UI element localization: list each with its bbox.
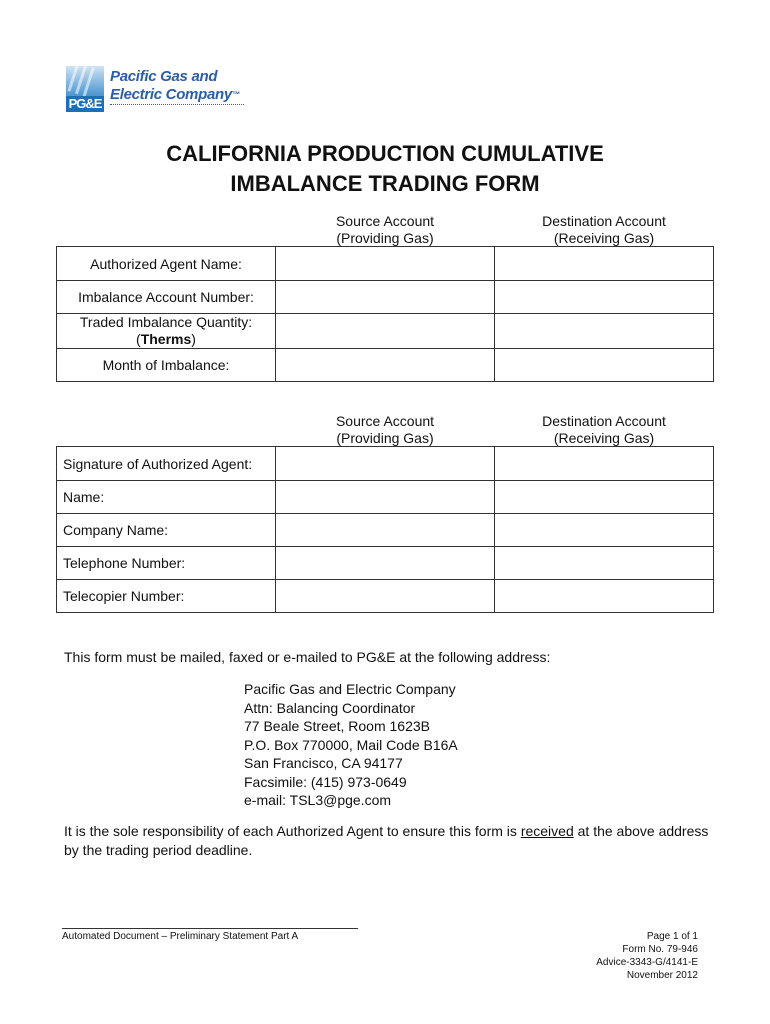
source-signature-field[interactable] <box>276 447 495 481</box>
destination-account-header-2 <box>495 413 713 447</box>
pge-logo-mark-text: PG&E <box>66 96 104 112</box>
destination-quantity-field[interactable] <box>495 314 714 349</box>
responsibility-text-start: It is the sole responsibility of each Authorized Agent to ensure this form is <box>64 823 521 839</box>
telecopier-label: Telecopier Number: <box>57 580 276 613</box>
mailing-address <box>244 680 458 810</box>
table-row <box>57 580 714 613</box>
source-account-header-2 <box>276 413 494 447</box>
form-title-line2: IMBALANCE TRADING FORM <box>230 171 540 196</box>
form-title-line1: CALIFORNIA PRODUCTION CUMULATIVE <box>166 141 604 166</box>
company-name <box>110 68 240 104</box>
responsibility-text-end: at the above address <box>573 823 709 839</box>
account-number-label: Imbalance Account Number: <box>57 281 276 314</box>
destination-agent-name-field[interactable] <box>495 247 714 281</box>
pge-logo <box>66 66 246 116</box>
signature-label: Signature of Authorized Agent: <box>57 447 276 481</box>
destination-account-header-line2: (Receiving Gas) <box>553 230 655 246</box>
table-row <box>57 447 714 481</box>
destination-signature-field[interactable] <box>495 447 714 481</box>
responsibility-note <box>64 822 724 859</box>
source-quantity-field[interactable] <box>276 314 495 349</box>
address-line: 77 Beale Street, Room 1623B <box>244 718 431 734</box>
source-account-number-field[interactable] <box>276 281 495 314</box>
address-line: P.O. Box 770000, Mail Code B16A <box>244 736 458 753</box>
quantity-label-line1: Traded Imbalance Quantity: <box>79 314 253 330</box>
table-row <box>57 349 714 382</box>
footer-divider <box>62 928 358 929</box>
source-agent-name-field[interactable] <box>276 247 495 281</box>
logo-underline <box>110 104 244 105</box>
destination-account-header-2-line1: Destination Account <box>542 413 666 429</box>
address-line: Pacific Gas and Electric Company <box>244 681 456 697</box>
source-month-field[interactable] <box>276 349 495 382</box>
source-account-header-2-line1: Source Account <box>335 413 435 429</box>
name-label: Name: <box>57 481 276 514</box>
form-number: Form No. 79-946 <box>622 944 698 955</box>
address-line: San Francisco, CA 94177 <box>244 755 403 771</box>
address-line: Attn: Balancing Coordinator <box>244 699 416 716</box>
mailing-instruction: This form must be mailed, faxed or e-mailed to PG&E at the following address: <box>64 649 551 665</box>
source-account-header-line1: Source Account <box>335 213 435 229</box>
trademark-symbol: ™ <box>231 90 240 99</box>
source-account-header-2-line2: (Providing Gas) <box>336 430 434 446</box>
destination-telephone-field[interactable] <box>495 547 714 580</box>
source-telecopier-field[interactable] <box>276 580 495 613</box>
quantity-label <box>57 314 276 349</box>
destination-account-number-field[interactable] <box>495 281 714 314</box>
responsibility-text-line2: by the trading period deadline. <box>64 841 253 858</box>
pge-logo-mark <box>66 66 104 112</box>
destination-telecopier-field[interactable] <box>495 580 714 613</box>
company-name-line2: Electric Company <box>110 86 232 103</box>
fax-number: Facsimile: (415) 973-0649 <box>244 773 407 790</box>
source-telephone-field[interactable] <box>276 547 495 580</box>
agent-name-label: Authorized Agent Name: <box>57 247 276 281</box>
destination-name-field[interactable] <box>495 481 714 514</box>
company-name-label: Company Name: <box>57 514 276 547</box>
source-account-header-line2: (Providing Gas) <box>336 230 434 246</box>
responsibility-emphasis: received <box>520 823 574 839</box>
page-number: Page 1 of 1 <box>646 931 698 942</box>
table-row <box>57 247 714 281</box>
table-row <box>57 314 714 349</box>
form-title <box>0 139 770 199</box>
footer-document-type: Automated Document – Preliminary Statement Part A <box>62 931 299 942</box>
company-name-line1: Pacific Gas and <box>110 68 218 85</box>
destination-account-header <box>495 213 713 247</box>
agent-signature-table <box>56 446 714 613</box>
telephone-label: Telephone Number: <box>57 547 276 580</box>
destination-account-header-2-line2: (Receiving Gas) <box>553 430 655 446</box>
source-name-field[interactable] <box>276 481 495 514</box>
email-address: e-mail: TSL3@pge.com <box>244 792 392 808</box>
source-company-field[interactable] <box>276 514 495 547</box>
quantity-close-paren: ) <box>191 331 196 347</box>
source-account-header <box>276 213 494 247</box>
quantity-open-paren: ( <box>136 331 141 347</box>
destination-company-field[interactable] <box>495 514 714 547</box>
table-row <box>57 547 714 580</box>
destination-account-header-line1: Destination Account <box>542 213 666 229</box>
form-date: November 2012 <box>626 970 698 981</box>
trade-details-table <box>56 246 714 382</box>
footer-form-info <box>596 930 698 982</box>
advice-number: Advice-3343-G/4141-E <box>596 957 698 968</box>
table-row <box>57 281 714 314</box>
quantity-unit: Therms <box>140 331 192 347</box>
month-label: Month of Imbalance: <box>57 349 276 382</box>
table-row <box>57 514 714 547</box>
table-row <box>57 481 714 514</box>
destination-month-field[interactable] <box>495 349 714 382</box>
